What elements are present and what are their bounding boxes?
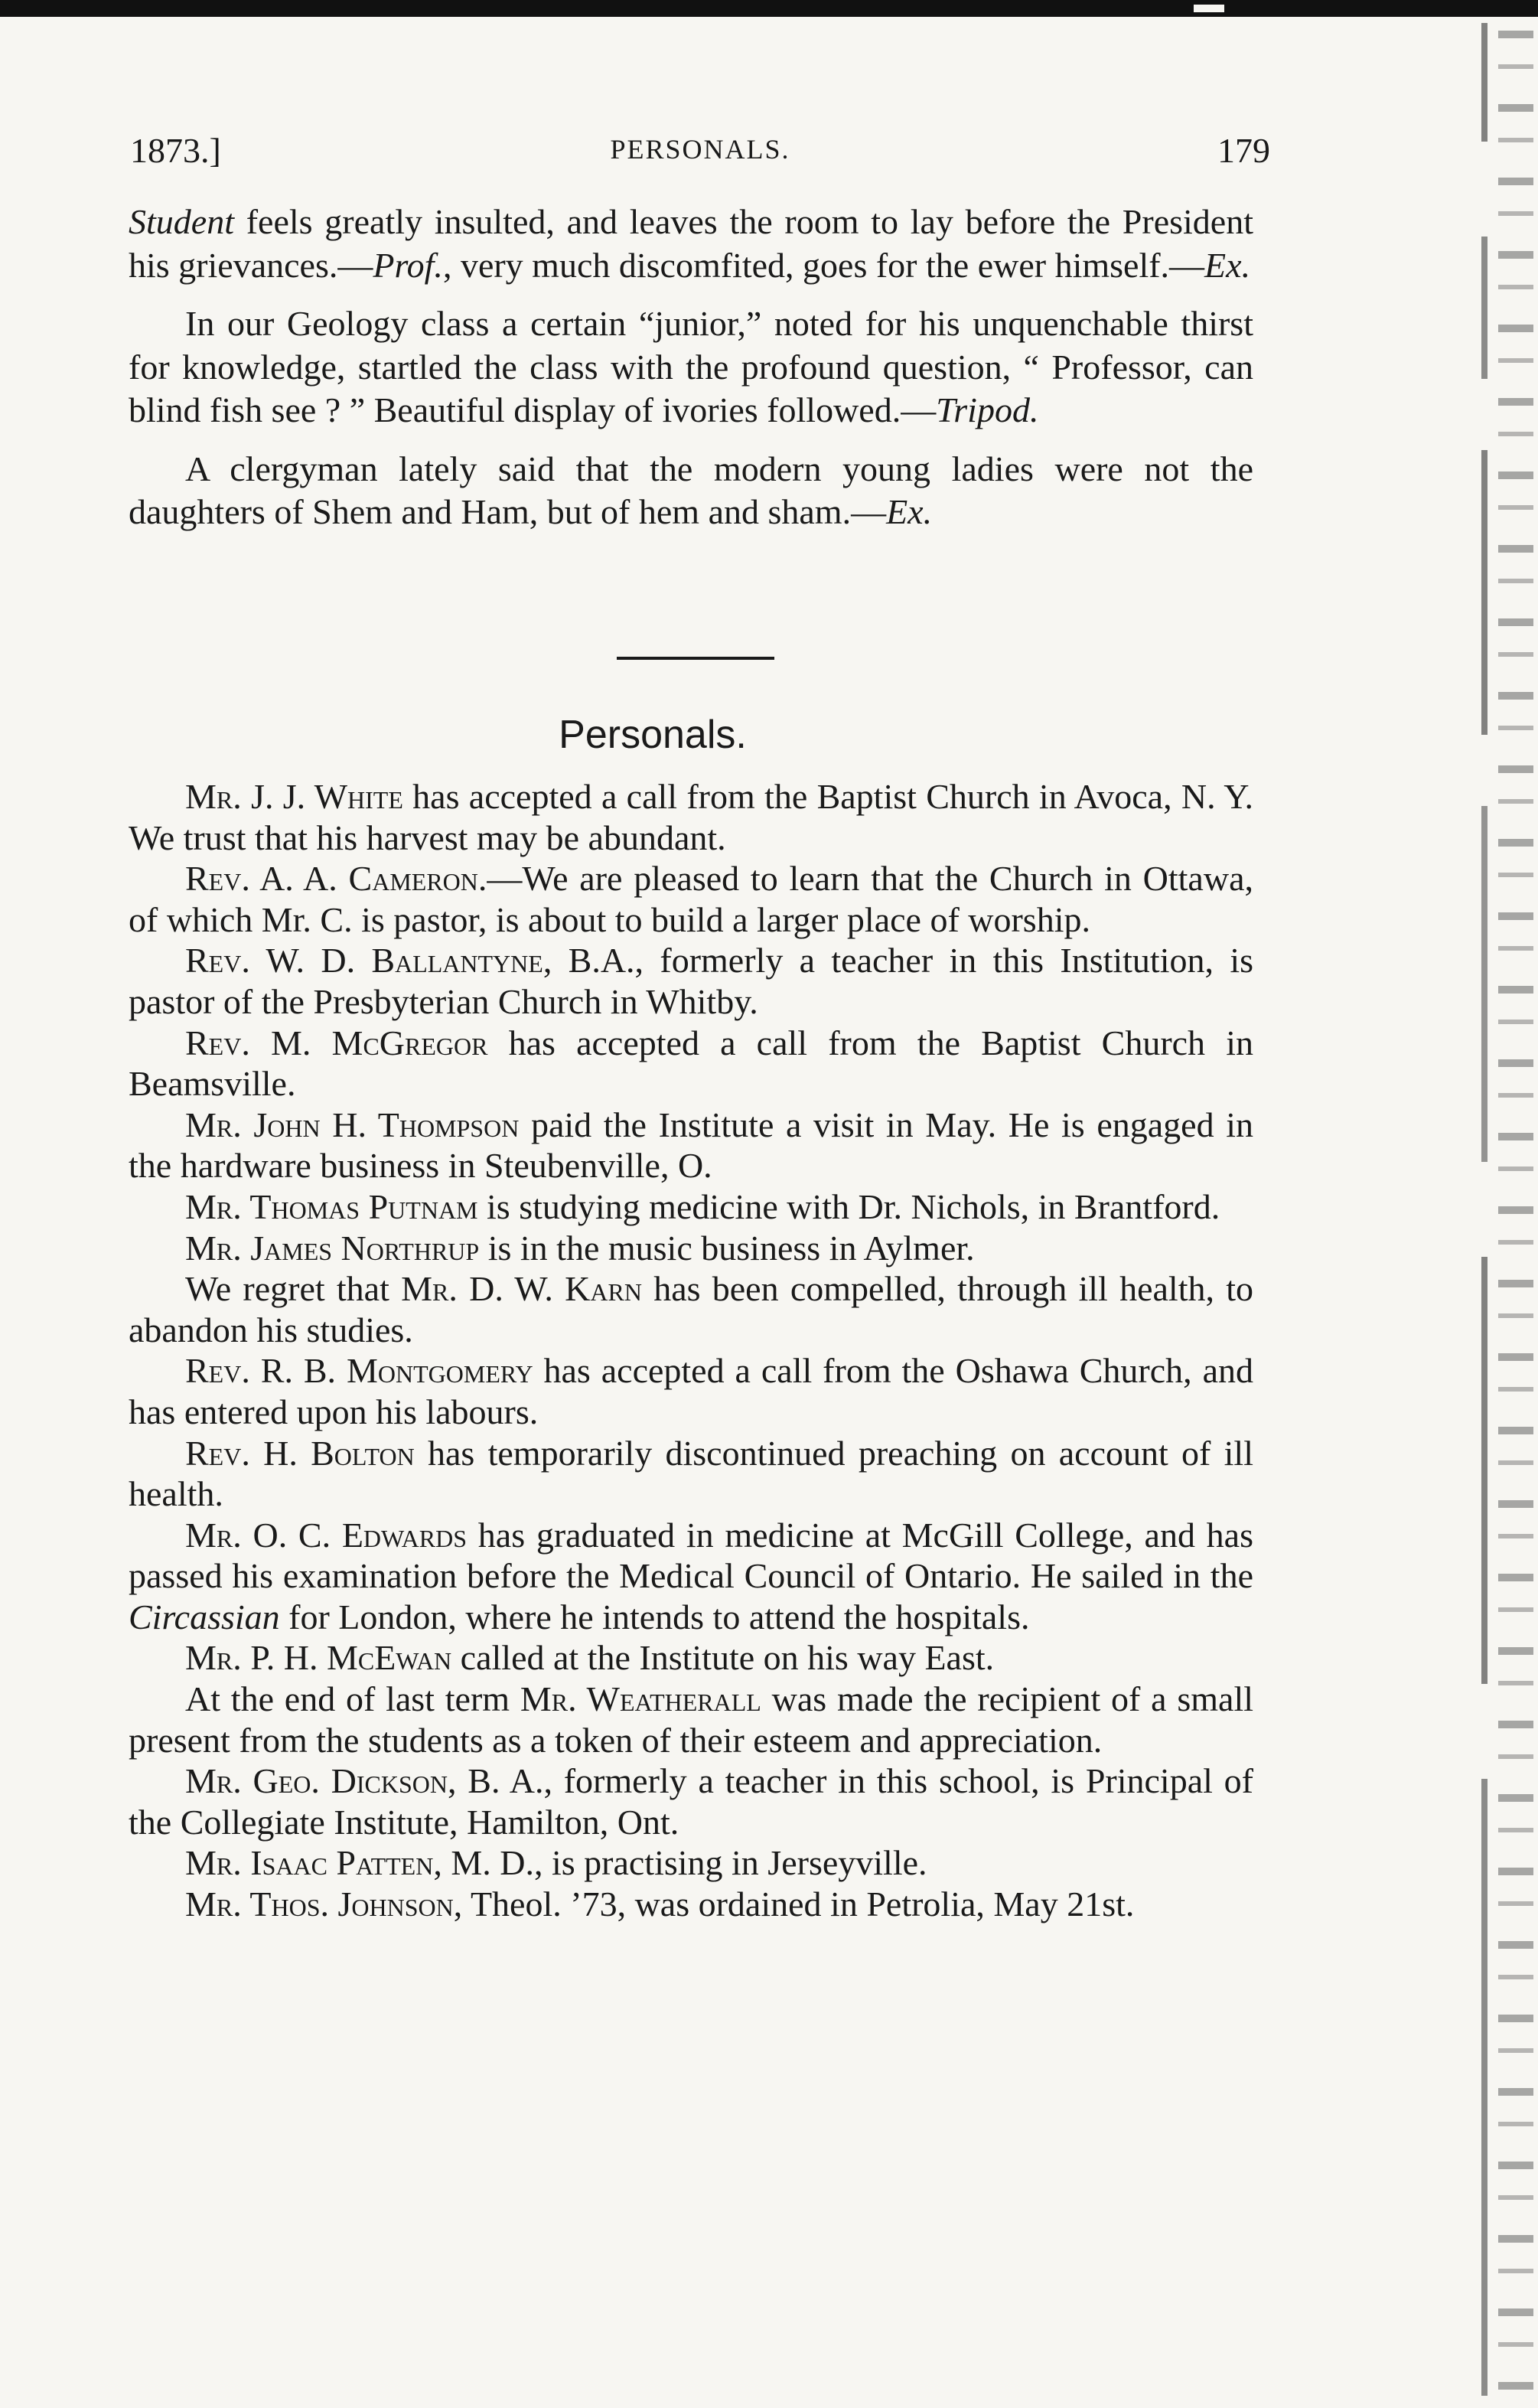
personal-entry	[129, 1515, 1253, 1638]
source-credit: Tripod.	[936, 390, 1039, 429]
paragraph-text: feels greatly insulted, and leaves the room to lay before the President his grievances.—	[129, 202, 1253, 285]
entry-text: was made the recipient of a small present from the students as a token of their esteem and appreciation.	[129, 1679, 1253, 1760]
entry-lead: At the end of last term	[185, 1679, 520, 1719]
entry-text: , B. A., formerly a teacher in this school, is Principal of the Collegiate Institute, Hamilton, Ont.	[129, 1761, 1253, 1842]
entry-text: called at the Institute on his way East.	[451, 1638, 995, 1678]
paragraph-text: In our Geology class a certain “junior,” noted for his unquenchable thirst for knowledge, startled the class with the profound question, “ Professor, can blind fish see ? ” Beautiful display of ivories followed.—	[129, 304, 1253, 429]
entry-text: is studying medicine with Dr. Nichols, in Brantford.	[477, 1186, 1220, 1226]
entry-text: has accepted a call from the Baptist Church in Beamsville.	[129, 1023, 1253, 1104]
personal-entry	[129, 1104, 1253, 1186]
italic-term: Student	[129, 202, 234, 241]
person-name: Rev. M. McGregor	[185, 1023, 488, 1062]
entry-text: for London, where he intends to attend the hospitals.	[279, 1597, 1030, 1636]
paragraph-text: A clergyman lately said that the modern young ladies were not the daughters of Shem and Ham, but of hem and sham.—	[129, 449, 1253, 531]
personal-entry	[129, 1350, 1253, 1432]
entry-lead: We regret that	[185, 1269, 402, 1309]
entry-text: has temporarily discontinued preaching on account of ill health.	[129, 1433, 1253, 1514]
anecdote-paragraph	[129, 302, 1253, 432]
person-name: Mr. Geo. Dickson	[185, 1761, 448, 1801]
running-header	[130, 130, 1270, 176]
top-border-rule	[0, 0, 1538, 17]
header-year: 1873.]	[130, 131, 221, 170]
personal-entry	[129, 1023, 1253, 1104]
entry-text: is in the music business in Aylmer.	[479, 1228, 975, 1268]
section-divider	[617, 657, 774, 660]
anecdote-paragraph	[129, 201, 1253, 287]
entry-text: , Theol. ’73, was ordained in Petrolia, May 21st.	[453, 1884, 1135, 1924]
entry-text: has graduated in medicine at McGill College, and has passed his examination before the Medical Council of Ontario. He sailed in the	[129, 1515, 1253, 1596]
personal-entry	[129, 940, 1253, 1022]
source-credit: Ex.	[1204, 245, 1251, 285]
personal-entry	[129, 1228, 1253, 1269]
page-edge-shadow	[1481, 23, 1487, 2396]
personal-entry	[129, 1884, 1253, 1925]
person-name: Mr. Isaac Patten	[185, 1843, 434, 1883]
person-name: Mr. D. W. Karn	[401, 1269, 642, 1309]
header-title: PERSONALS.	[610, 134, 790, 165]
person-name: Mr. John H. Thompson	[185, 1104, 520, 1144]
top-border-gap	[1194, 5, 1224, 12]
entry-text: .—We are pleased to learn that the Church in Ottawa, of which Mr. C. is pastor, is about to build a larger place of worship.	[129, 859, 1253, 939]
person-name: Mr. Thos. Johnson	[185, 1884, 454, 1924]
person-name: Mr. Thomas Putnam	[185, 1186, 478, 1226]
personal-entry	[129, 1186, 1253, 1228]
page-number: 179	[1217, 131, 1270, 170]
ship-name: Circassian	[129, 1597, 280, 1636]
person-name: Mr. J. J. White	[185, 777, 403, 816]
personal-entry	[129, 1637, 1253, 1679]
person-name: Rev. A. A. Cameron	[185, 859, 478, 899]
italic-term: Prof.	[373, 245, 443, 285]
person-name: Mr. P. H. McEwan	[185, 1638, 452, 1678]
person-name: Mr. O. C. Edwards	[185, 1515, 468, 1555]
entry-text: , B.A., formerly a teacher in this Institution, is pastor of the Presbyterian Church in Whitby.	[129, 941, 1254, 1021]
person-name: Rev. W. D. Ballantyne	[185, 941, 543, 980]
personal-entry	[129, 1433, 1253, 1515]
personal-entry	[129, 1679, 1253, 1760]
personal-entry	[129, 858, 1253, 940]
entry-text: , M. D., is practising in Jerseyville.	[433, 1843, 927, 1883]
personal-entry	[129, 1760, 1253, 1842]
entry-text: has accepted a call from the Oshawa Church, and has entered upon his labours.	[129, 1351, 1254, 1431]
source-credit: Ex.	[886, 492, 933, 531]
personal-entry	[129, 1268, 1253, 1350]
anecdotes-section	[129, 201, 1253, 534]
anecdote-paragraph	[129, 448, 1253, 534]
person-name: Mr. Weatherall	[520, 1679, 761, 1719]
person-name: Rev. H. Bolton	[185, 1433, 415, 1473]
personals-list	[129, 776, 1253, 1925]
person-name: Mr. James Northrup	[185, 1228, 480, 1268]
paragraph-text: , very much discomfited, goes for the ewer himself.—	[442, 245, 1205, 285]
adjacent-page-bleed	[1498, 31, 1533, 2396]
section-heading: Personals.	[559, 713, 747, 757]
entry-text: has been compelled, through ill health, to abandon his studies.	[129, 1269, 1253, 1349]
personal-entry	[129, 1842, 1253, 1884]
personal-entry	[129, 776, 1253, 858]
entry-text: has accepted a call from the Baptist Church in Avoca, N. Y. We trust that his harvest may be abundant.	[129, 777, 1253, 857]
entry-text: paid the Institute a visit in May. He is engaged in the hardware business in Steubenville, O.	[129, 1104, 1253, 1186]
person-name: Rev. R. B. Montgomery	[185, 1351, 533, 1391]
